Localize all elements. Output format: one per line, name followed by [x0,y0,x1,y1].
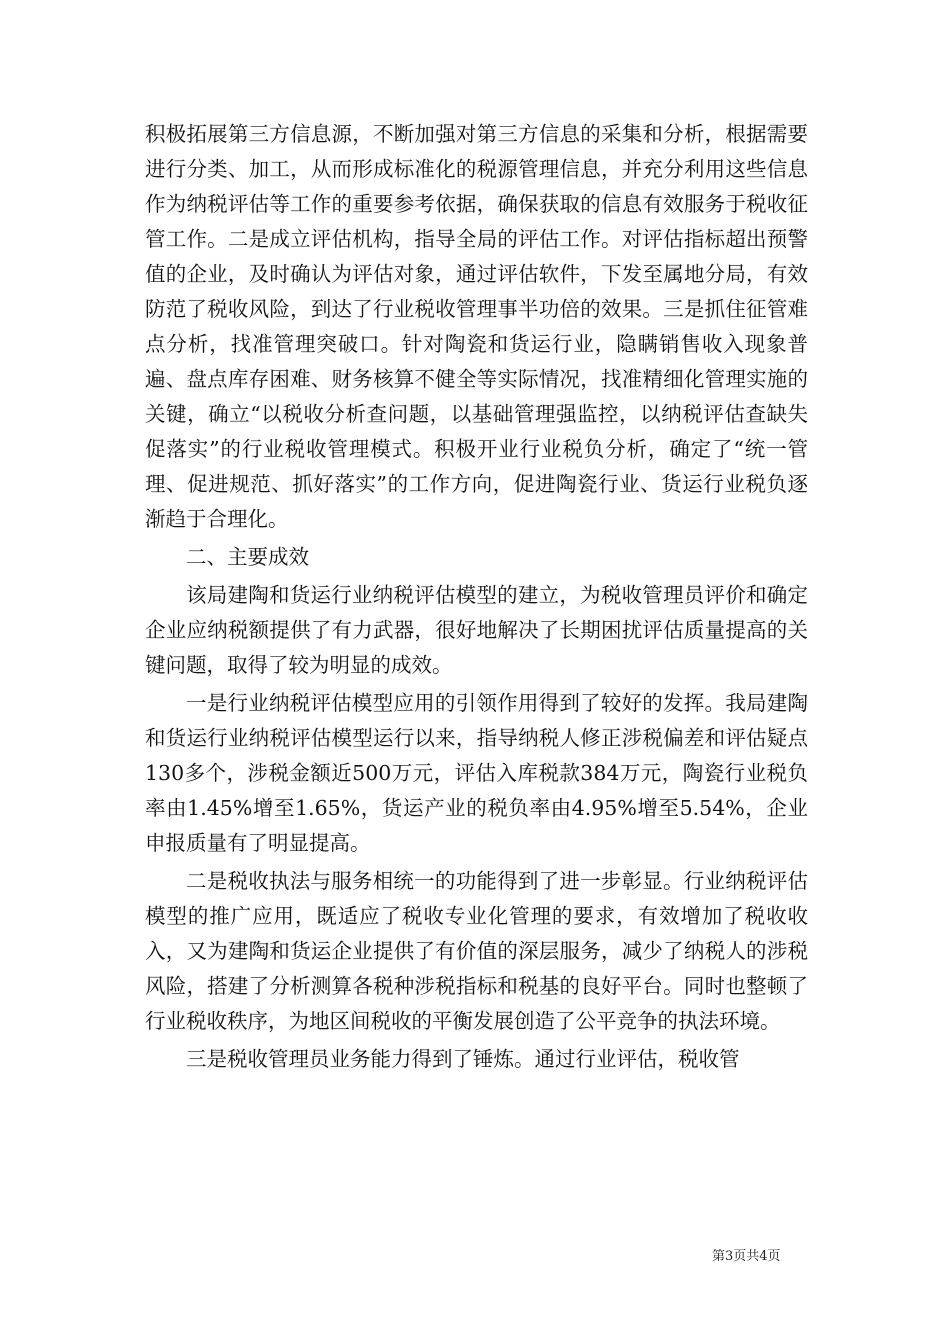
paragraph-intro: 该局建陶和货运行业纳税评估模型的建立，为税收管理员评价和确定企业应纳税额提供了有力武器，很好地解决了长期困扰评估质量提高的关键问题，取得了较为明显的成效。 [145,583,808,677]
section-heading-main-results: 二、主要成效 [186,545,309,569]
paragraph-point-three: 三是税收管理员业务能力得到了锤炼。通过行业评估，税收管 [186,1047,740,1071]
document-body [145,117,808,1077]
paragraph-continuation: 积极拓展第三方信息源，不断加强对第三方信息的采集和分析，根据需要进行分类、加工，从而形成标准化的税源管理信息，并充分利用这些信息作为纳税评估等工作的重要参考依据，确保获取的信息有效服务于税收征管工作。二是成立评估机构，指导全局的评估工作。对评估指标超出预警值的企业，及时确认为评估对象，通过评估软件，下发至属地分局，有效防范了税收风险，到达了行业税收管理事半功倍的效果。三是抓住征管难点分析，找准管理突破口。针对陶瓷和货运行业，隐瞒销售收入现象普遍、盘点库存困难、财务核算不健全等实际情况，找准精细化管理实施的关键，确立“以税收分析查问题，以基础管理强监控，以纳税评估查缺失促落实”的行业税收管理模式。积极开业行业税负分析，确定了“统一管理、促进规范、抓好落实”的工作方向，促进陶瓷行业、货运行业税负逐渐趋于合理化。 [145,122,808,531]
paragraph-point-two: 二是税收执法与服务相统一的功能得到了进一步彰显。行业纳税评估模型的推广应用，既适应了税收专业化管理的要求，有效增加了税收收入，又为建陶和货运企业提供了有价值的深层服务，减少了纳税人的涉税风险，搭建了分析测算各税种涉税指标和税基的良好平台。同时也整顿了行业税收秩序，为地区间税收的平衡发展创造了公平竞争的执法环境。 [145,869,808,1033]
page-number: 第3页共4页 [712,1249,781,1264]
paragraph-point-one: 一是行业纳税评估模型应用的引领作用得到了较好的发挥。我局建陶和货运行业纳税评估模型运行以来，指导纳税人修正涉税偏差和评估疑点130多个，涉税金额近500万元，评估入库税款384万元，陶瓷行业税负率由1.45%增至1.65%，货运产业的税负率由4.95%增至5.54%，企业申报质量有了明显提高。 [145,691,808,855]
